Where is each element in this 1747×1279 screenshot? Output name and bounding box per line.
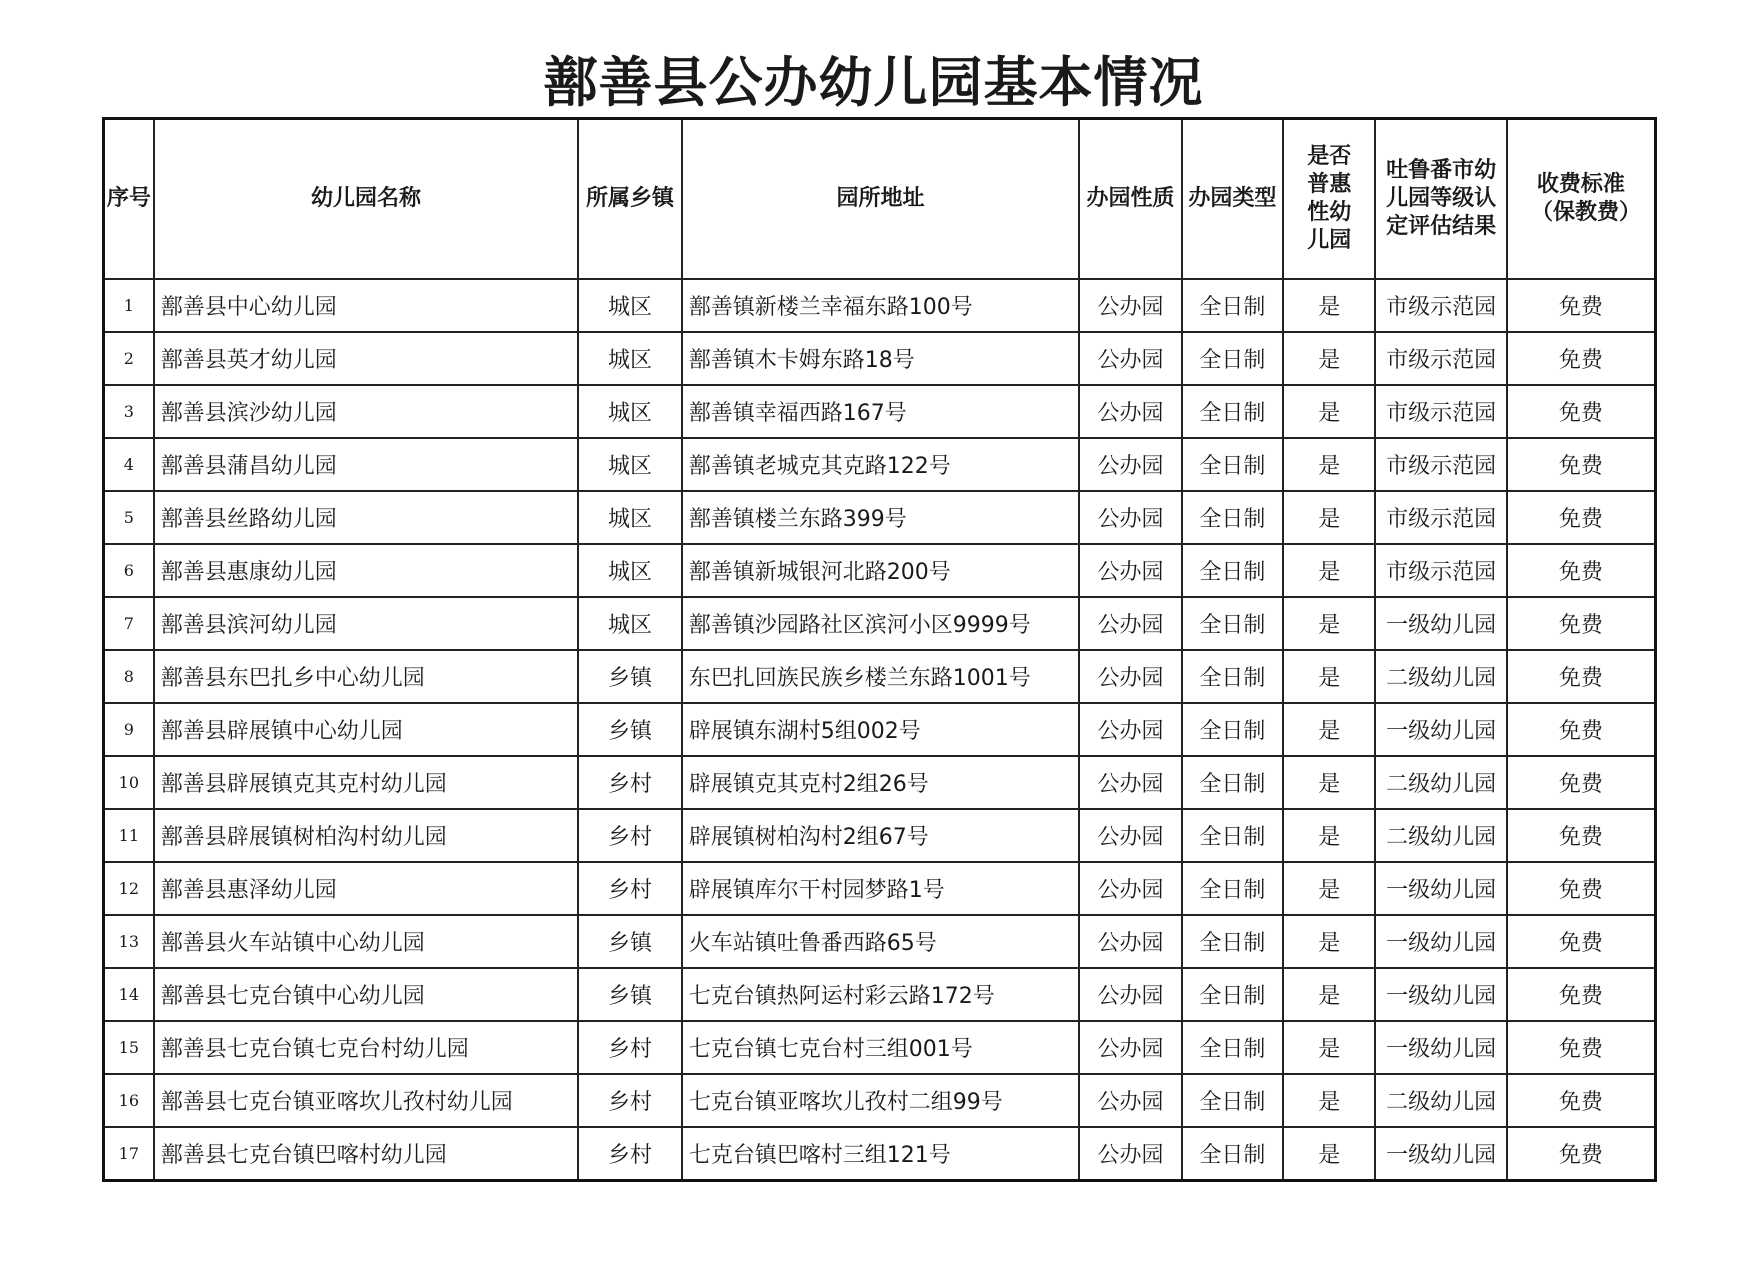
cell-name: 鄯善县蒲昌幼儿园: [154, 438, 579, 491]
cell-town: 乡镇: [578, 968, 681, 1021]
cell-address: 七克台镇热阿运村彩云路172号: [682, 968, 1080, 1021]
cell-grade: 一级幼儿园: [1375, 597, 1507, 650]
cell-town: 城区: [578, 544, 681, 597]
cell-type: 全日制: [1182, 915, 1283, 968]
cell-grade: 市级示范园: [1375, 544, 1507, 597]
cell-address: 鄯善镇老城克其克路122号: [682, 438, 1080, 491]
cell-seq: 7: [104, 597, 154, 650]
cell-seq: 5: [104, 491, 154, 544]
cell-nature: 公办园: [1079, 385, 1181, 438]
cell-town: 乡村: [578, 1074, 681, 1127]
table-row: [104, 438, 1656, 491]
cell-nature: 公办园: [1079, 1021, 1181, 1074]
page-title: 鄯善县公办幼儿园基本情况: [543, 51, 1204, 114]
cell-grade: 二级幼儿园: [1375, 756, 1507, 809]
cell-grade: 市级示范园: [1375, 279, 1507, 332]
cell-address: 鄯善镇新楼兰幸福东路100号: [682, 279, 1080, 332]
cell-nature: 公办园: [1079, 756, 1181, 809]
cell-type: 全日制: [1182, 438, 1283, 491]
header-town: 所属乡镇: [578, 119, 681, 280]
cell-address: 辟展镇东湖村5组002号: [682, 703, 1080, 756]
cell-type: 全日制: [1182, 703, 1283, 756]
cell-fee: 免费: [1507, 491, 1656, 544]
cell-type: 全日制: [1182, 862, 1283, 915]
cell-fee: 免费: [1507, 597, 1656, 650]
cell-seq: 17: [104, 1127, 154, 1181]
cell-benefit: 是: [1283, 650, 1375, 703]
cell-seq: 9: [104, 703, 154, 756]
cell-address: 七克台镇七克台村三组001号: [682, 1021, 1080, 1074]
cell-address: 东巴扎回族民族乡楼兰东路1001号: [682, 650, 1080, 703]
cell-nature: 公办园: [1079, 809, 1181, 862]
cell-seq: 10: [104, 756, 154, 809]
cell-benefit: 是: [1283, 1127, 1375, 1181]
cell-name: 鄯善县七克台镇巴喀村幼儿园: [154, 1127, 579, 1181]
cell-town: 乡村: [578, 1021, 681, 1074]
table-row: [104, 1074, 1656, 1127]
cell-benefit: 是: [1283, 862, 1375, 915]
header-fee: [1507, 119, 1656, 280]
cell-grade: 市级示范园: [1375, 332, 1507, 385]
cell-nature: 公办园: [1079, 597, 1181, 650]
table-row: [104, 862, 1656, 915]
cell-type: 全日制: [1182, 385, 1283, 438]
header-benefit: [1283, 119, 1375, 280]
cell-seq: 11: [104, 809, 154, 862]
cell-fee: 免费: [1507, 544, 1656, 597]
cell-name: 鄯善县英才幼儿园: [154, 332, 579, 385]
cell-fee: 免费: [1507, 1021, 1656, 1074]
cell-address: 鄯善镇木卡姆东路18号: [682, 332, 1080, 385]
cell-benefit: 是: [1283, 1021, 1375, 1074]
cell-grade: 市级示范园: [1375, 491, 1507, 544]
cell-type: 全日制: [1182, 279, 1283, 332]
cell-grade: 市级示范园: [1375, 385, 1507, 438]
cell-town: 城区: [578, 491, 681, 544]
cell-benefit: 是: [1283, 491, 1375, 544]
cell-fee: 免费: [1507, 915, 1656, 968]
cell-benefit: 是: [1283, 968, 1375, 1021]
cell-nature: 公办园: [1079, 332, 1181, 385]
cell-fee: 免费: [1507, 438, 1656, 491]
cell-benefit: 是: [1283, 703, 1375, 756]
cell-address: 七克台镇亚喀坎儿孜村二组99号: [682, 1074, 1080, 1127]
cell-type: 全日制: [1182, 1127, 1283, 1181]
cell-address: 鄯善镇幸福西路167号: [682, 385, 1080, 438]
cell-name: 鄯善县火车站镇中心幼儿园: [154, 915, 579, 968]
cell-type: 全日制: [1182, 491, 1283, 544]
cell-grade: 一级幼儿园: [1375, 703, 1507, 756]
cell-town: 城区: [578, 597, 681, 650]
cell-benefit: 是: [1283, 544, 1375, 597]
cell-grade: 一级幼儿园: [1375, 862, 1507, 915]
cell-fee: 免费: [1507, 650, 1656, 703]
cell-type: 全日制: [1182, 597, 1283, 650]
cell-type: 全日制: [1182, 332, 1283, 385]
cell-nature: 公办园: [1079, 650, 1181, 703]
cell-town: 乡镇: [578, 650, 681, 703]
cell-seq: 2: [104, 332, 154, 385]
cell-seq: 14: [104, 968, 154, 1021]
cell-nature: 公办园: [1079, 915, 1181, 968]
cell-type: 全日制: [1182, 1074, 1283, 1127]
header-fee-label: 收费标准（保教费）: [1530, 172, 1641, 225]
cell-benefit: 是: [1283, 809, 1375, 862]
cell-address: 七克台镇巴喀村三组121号: [682, 1127, 1080, 1181]
cell-nature: 公办园: [1079, 279, 1181, 332]
cell-name: 鄯善县滨沙幼儿园: [154, 385, 579, 438]
cell-fee: 免费: [1507, 809, 1656, 862]
cell-fee: 免费: [1507, 279, 1656, 332]
cell-address: 鄯善镇楼兰东路399号: [682, 491, 1080, 544]
cell-fee: 免费: [1507, 1074, 1656, 1127]
cell-benefit: 是: [1283, 915, 1375, 968]
cell-type: 全日制: [1182, 756, 1283, 809]
cell-name: 鄯善县丝路幼儿园: [154, 491, 579, 544]
cell-nature: 公办园: [1079, 491, 1181, 544]
cell-grade: 二级幼儿园: [1375, 650, 1507, 703]
cell-name: 鄯善县惠康幼儿园: [154, 544, 579, 597]
cell-benefit: 是: [1283, 756, 1375, 809]
cell-town: 城区: [578, 385, 681, 438]
table-row: [104, 1021, 1656, 1074]
cell-name: 鄯善县惠泽幼儿园: [154, 862, 579, 915]
cell-address: 辟展镇树柏沟村2组67号: [682, 809, 1080, 862]
cell-name: 鄯善县中心幼儿园: [154, 279, 579, 332]
cell-name: 鄯善县辟展镇中心幼儿园: [154, 703, 579, 756]
cell-name: 鄯善县七克台镇中心幼儿园: [154, 968, 579, 1021]
cell-fee: 免费: [1507, 862, 1656, 915]
table-row: [104, 809, 1656, 862]
cell-grade: 一级幼儿园: [1375, 915, 1507, 968]
cell-grade: 二级幼儿园: [1375, 1074, 1507, 1127]
table-row: [104, 385, 1656, 438]
cell-nature: 公办园: [1079, 544, 1181, 597]
cell-address: 辟展镇库尔干村园梦路1号: [682, 862, 1080, 915]
cell-grade: 一级幼儿园: [1375, 1127, 1507, 1181]
cell-town: 乡镇: [578, 915, 681, 968]
cell-address: 火车站镇吐鲁番西路65号: [682, 915, 1080, 968]
header-grade: [1375, 119, 1507, 280]
header-nature: 办园性质: [1079, 119, 1181, 280]
table-row: [104, 332, 1656, 385]
header-benefit-label: 是否普惠性幼儿园: [1307, 144, 1352, 253]
cell-address: 鄯善镇沙园路社区滨河小区9999号: [682, 597, 1080, 650]
cell-town: 乡镇: [578, 703, 681, 756]
cell-fee: 免费: [1507, 703, 1656, 756]
cell-benefit: 是: [1283, 385, 1375, 438]
cell-benefit: 是: [1283, 438, 1375, 491]
cell-benefit: 是: [1283, 332, 1375, 385]
table-row: [104, 491, 1656, 544]
header-seq: 序号: [104, 119, 154, 280]
header-grade-label: 吐鲁番市幼儿园等级认定评估结果: [1386, 158, 1497, 239]
cell-town: 乡村: [578, 1127, 681, 1181]
cell-town: 城区: [578, 279, 681, 332]
cell-name: 鄯善县辟展镇克其克村幼儿园: [154, 756, 579, 809]
header-type: 办园类型: [1182, 119, 1283, 280]
table-row: [104, 650, 1656, 703]
cell-grade: 一级幼儿园: [1375, 1021, 1507, 1074]
header-name: 幼儿园名称: [154, 119, 579, 280]
cell-town: 乡村: [578, 756, 681, 809]
header-address: 园所地址: [682, 119, 1080, 280]
cell-type: 全日制: [1182, 1021, 1283, 1074]
cell-type: 全日制: [1182, 544, 1283, 597]
cell-seq: 1: [104, 279, 154, 332]
table-row: [104, 544, 1656, 597]
cell-benefit: 是: [1283, 597, 1375, 650]
cell-benefit: 是: [1283, 279, 1375, 332]
cell-town: 乡村: [578, 809, 681, 862]
cell-seq: 16: [104, 1074, 154, 1127]
cell-fee: 免费: [1507, 332, 1656, 385]
cell-fee: 免费: [1507, 756, 1656, 809]
cell-seq: 3: [104, 385, 154, 438]
cell-name: 鄯善县辟展镇树柏沟村幼儿园: [154, 809, 579, 862]
cell-type: 全日制: [1182, 650, 1283, 703]
cell-nature: 公办园: [1079, 703, 1181, 756]
cell-seq: 6: [104, 544, 154, 597]
cell-town: 城区: [578, 438, 681, 491]
cell-type: 全日制: [1182, 809, 1283, 862]
cell-grade: 市级示范园: [1375, 438, 1507, 491]
cell-address: 辟展镇克其克村2组26号: [682, 756, 1080, 809]
cell-nature: 公办园: [1079, 862, 1181, 915]
cell-seq: 4: [104, 438, 154, 491]
cell-name: 鄯善县七克台镇亚喀坎儿孜村幼儿园: [154, 1074, 579, 1127]
table-row: [104, 597, 1656, 650]
cell-fee: 免费: [1507, 968, 1656, 1021]
kindergarten-table: [102, 117, 1657, 1182]
cell-seq: 15: [104, 1021, 154, 1074]
cell-fee: 免费: [1507, 1127, 1656, 1181]
cell-name: 鄯善县东巴扎乡中心幼儿园: [154, 650, 579, 703]
cell-name: 鄯善县七克台镇七克台村幼儿园: [154, 1021, 579, 1074]
cell-fee: 免费: [1507, 385, 1656, 438]
cell-grade: 一级幼儿园: [1375, 968, 1507, 1021]
cell-address: 鄯善镇新城银河北路200号: [682, 544, 1080, 597]
table-header-row: [104, 119, 1656, 280]
cell-town: 城区: [578, 332, 681, 385]
cell-name: 鄯善县滨河幼儿园: [154, 597, 579, 650]
cell-town: 乡村: [578, 862, 681, 915]
table-row: [104, 279, 1656, 332]
table-row: [104, 1127, 1656, 1181]
cell-seq: 8: [104, 650, 154, 703]
table-row: [104, 968, 1656, 1021]
cell-nature: 公办园: [1079, 438, 1181, 491]
cell-grade: 二级幼儿园: [1375, 809, 1507, 862]
table-row: [104, 915, 1656, 968]
cell-nature: 公办园: [1079, 1127, 1181, 1181]
table-row: [104, 756, 1656, 809]
cell-benefit: 是: [1283, 1074, 1375, 1127]
cell-type: 全日制: [1182, 968, 1283, 1021]
cell-nature: 公办园: [1079, 968, 1181, 1021]
table-row: [104, 703, 1656, 756]
cell-seq: 12: [104, 862, 154, 915]
cell-nature: 公办园: [1079, 1074, 1181, 1127]
cell-seq: 13: [104, 915, 154, 968]
